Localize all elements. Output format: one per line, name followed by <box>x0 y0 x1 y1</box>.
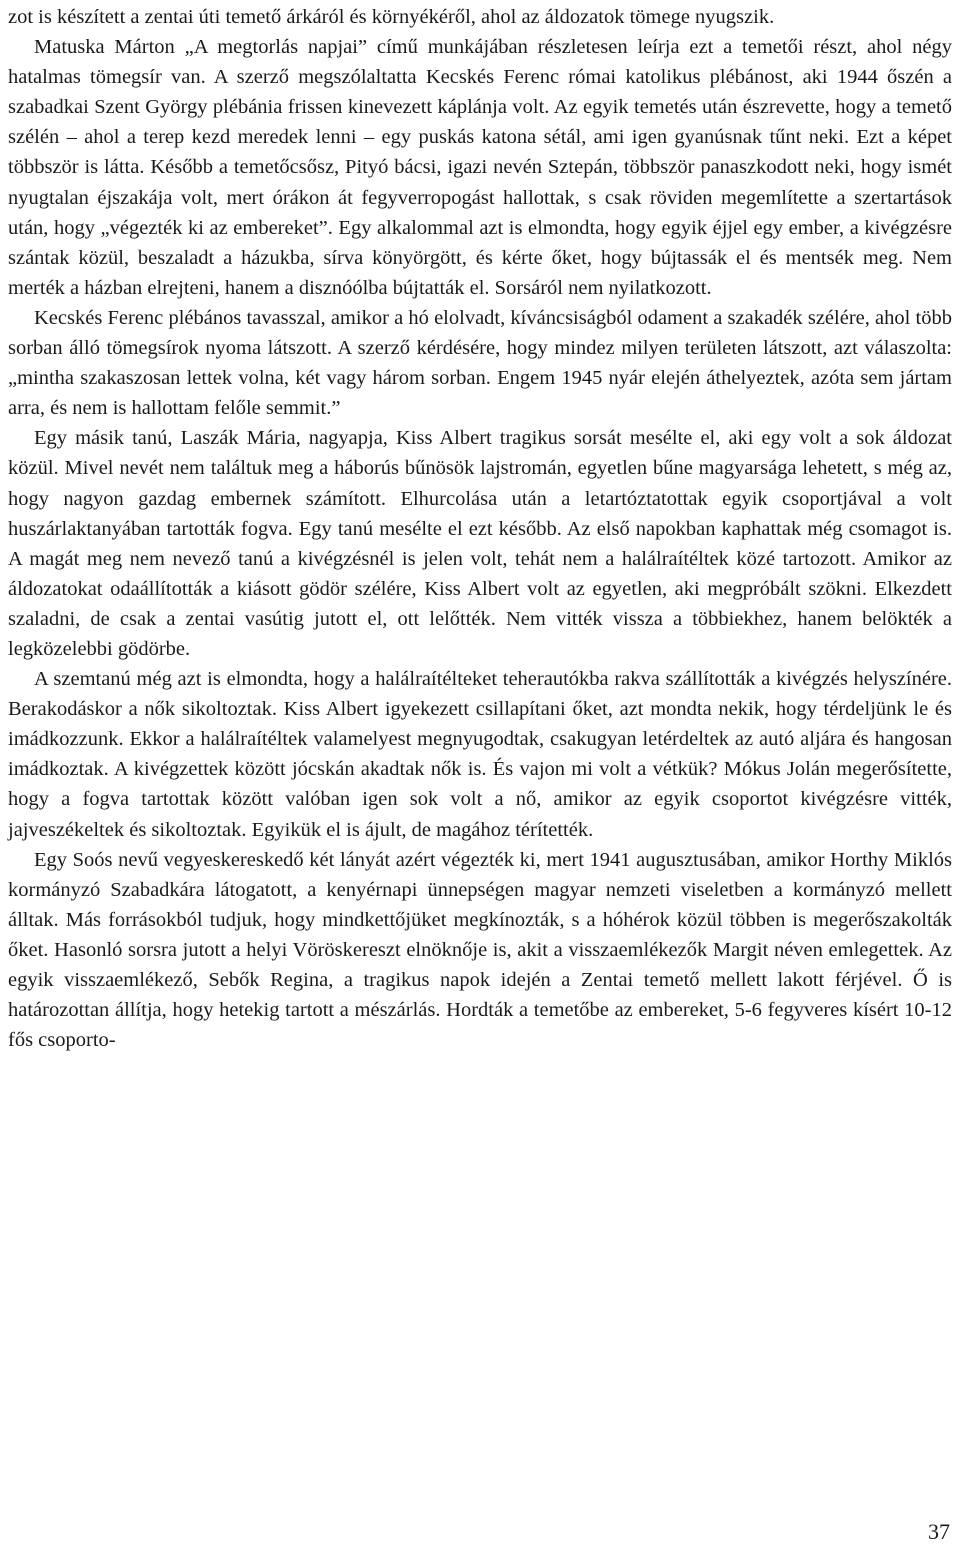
body-text <box>8 2 952 1055</box>
paragraph-szemtanu: A szemtanú még azt is elmondta, hogy a halálraítélteket teherautókba rakva szállították a kivégzés helyszínére. Berakodáskor a nők sikoltoztak. Kiss Albert igyekezett csillapítani őket, azt mondta nekik, hogy térdeljünk le és imádkozzunk. Ekkor a halálraítéltek valamelyest megnyugodtak, csakugyan letérdeltek az autó aljára és hangosan imádkoztak. A kivégzettek között jócskán akadtak nők is. És vajon mi volt a vétkük? Mókus Jolán megerősítette, hogy a fogva tartottak között valóban igen sok volt a nő, amikor az egyik csoportot kivégzésre vitték, jajveszékeltek és sikoltoztak. Egyikük el is ájult, de magához térítették. <box>8 668 952 841</box>
paragraph-continuation: zot is készített a zentai úti temető árkáról és környékéről, ahol az áldozatok tömege nyugszik. <box>8 6 775 28</box>
paragraph-soos: Egy Soós nevű vegyeskereskedő két lányát azért végezték ki, mert 1941 augusztusában, amikor Horthy Miklós kormányzó Szabadkára látogatott, a kenyérnapi ünnepségen magyar nemzeti viseletben a kormányzó mellett álltak. Más forrásokból tudjuk, hogy mindkettőjüket megkínozták, s a hóhérok közül többen is megerőszakolták őket. Hasonló sorsra jutott a helyi Vöröskereszt elnöknője is, akit a visszaemlékezők Margit néven emlegettek. Az egyik visszaemlékező, Sebők Regina, a tragikus napok idején a Zentai temető mellett lakott férjével. Ő is határozottan állítja, hogy hetekig tartott a mészárlás. Hordták a temetőbe az embereket, 5-6 fegyveres kísért 10-12 fős csoporto- <box>8 848 952 1052</box>
paragraph-matuska: Matuska Márton „A megtorlás napjai” című munkájában részletesen leírja ezt a temetői részt, ahol négy hatalmas tömegsír van. A szerző megszólaltatta Kecskés Ferenc római katolikus plébánost, aki 1944 őszén a szabadkai Szent György plébánia frissen kinevezett káplánja volt. Az egyik temetés után észrevette, hogy a temető szélén – ahol a terep kezd meredek lenni – egy puskás katona sétál, ami igen gyanúsnak tűnt neki. Ezt a képet többször is látta. Később a temetőcsősz, Pityó bácsi, igazi nevén Sztepán, többször panaszkodott neki, hogy ismét nyugtalan éjszakája volt, mert órákon át fegyverropogást hallottak, s csak röviden megemlítette a szertartások után, hogy „végezték ki az embereket”. Egy alkalommal azt is elmondta, hogy egyik éjjel egy ember, a kivégzésre szántak közül, beszaladt a házukba, sírva könyörgött, és kérte őket, hogy bújtassák el és mentsék meg. Nem merték a házban elrejteni, hanem a disznóólba bújtatták el. Sorsáról nem nyilatkozott. <box>8 36 952 299</box>
page-number: 37 <box>928 1519 950 1544</box>
paragraph-kecskes: Kecskés Ferenc plébános tavasszal, amikor a hó elolvadt, kíváncsiságból odament a szakadék szélére, ahol több sorban álló tömegsírok nyoma látszott. A szerző kérdésére, hogy mindez milyen területen látszott, azt válaszolta: „mintha szakaszosan lettek volna, két vagy három sorban. Engem 1945 nyár elején áthelyeztek, azóta sem jártam arra, és nem is hallottam felőle semmit.” <box>8 306 952 420</box>
paragraph-laszak: Egy másik tanú, Laszák Mária, nagyapja, Kiss Albert tragikus sorsát mesélte el, aki egy volt a sok áldozat közül. Mivel nevét nem találtuk meg a háborús bűnösök lajstromán, egyetlen bűne magyarsága lehetett, s még az, hogy nagyon gazdag embernek számított. Elhurcolása után a letartóztatottak egyik csoportjával a volt huszárlaktanyában tartották fogva. Egy tanú mesélte el ezt később. Az első napokban kaphattak még csomagot is. A magát meg nem nevező tanú a kivégzésnél is jelen volt, tehát nem a halálraítéltek közé tartozott. Amikor az áldozatokat odaállították a kiásott gödör szélére, Kiss Albert volt az egyetlen, aki megpróbált szökni. Elkezdett szaladni, de csak a zentai vasútig jutott el, ott lelőtték. Nem vitték vissza a többiekhez, hanem belökték a legközelebbi gödörbe. <box>8 427 952 660</box>
